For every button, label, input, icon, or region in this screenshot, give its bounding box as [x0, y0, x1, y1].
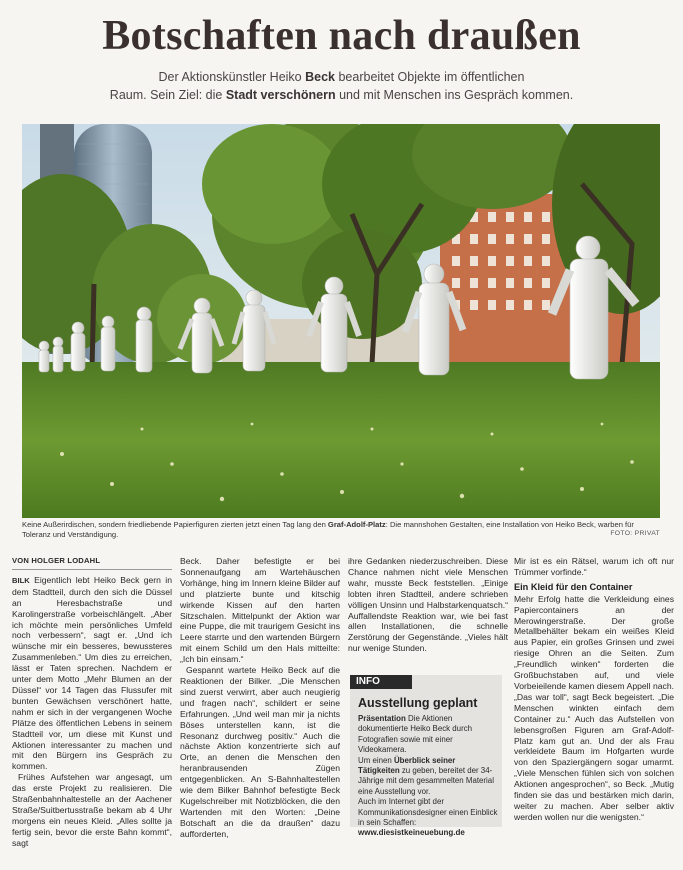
- col4-paragraph-2: Mehr Erfolg hatte die Verkleidung eines Papiercontainers an der Merowingerstraße. Der große Metallbehälter bekam ein weißes Kleid aus Papier, ein großes Grinsen und zwei riesige Ohren an die Seiten. Zum „Freundlich winken“ forderten die Großbuchstaben auf, und viele Vorbeieilende kamen diesem Appell nach. „Das war toll“, sagt Beck begeistert. „Die Menschen winkten einfach dem Container zu.“ Auch das Aufstellen von lebensgroßen Figuren am Graf-Adolf-Platz kam gut an. Und der als Frau verkleidete Baum im Hofgarten wurde von den Spaziergängern sogar umarmt. „Viele Menschen fühlen sich von solchen Aktionen angesprochen“, so Beck. „Mutig finden sie das und bestärken mich darin, weiter zu machen. Aber selber aktiv werden wollen nur die wenigsten.“: [514, 593, 674, 822]
- article-column-1: [12, 556, 172, 849]
- col4-paragraph-1: Mir ist es ein Rätsel, warum ich oft nur Trümmer vorfinde.“: [514, 556, 674, 577]
- caption-text-2: : Die mannshohen Gestalten, eine Installation von Heiko Beck, warben für Toleranz und Verständigung.: [22, 520, 634, 539]
- info-text: [358, 714, 498, 839]
- info-box: [350, 675, 502, 838]
- info-line-2: [358, 756, 498, 798]
- subhead-text-2: bearbeitet Objekte im öffentlichen: [335, 70, 525, 84]
- info-tag: INFO: [350, 675, 412, 689]
- col2-paragraph-2: Gespannt wartete Heiko Beck auf die Reaktionen der Bilker. „Die Menschen sind zuerst verwirrt, aber auch neugierig und fragen nach“, schildert er seine Erfahrungen. „Und weil man mir ja nichts Böses unterstellen kann, ist die Resonanz durchweg positiv.“ Auch die nächste Aktion konzentrierte sich auf Orte, an denen die Menschen den heranbrausenden Zügen entgegenblicken. An S-Bahnhaltestellen wie dem Bilker Bahnhof befestigte Beck Kugelschreiber mit Notizblöcken, die den Wartenden mit den Worten: „Deine Botschaft an die da draußen“ dazu aufforderten,: [180, 665, 340, 839]
- info-line-2-bold: Überblick seiner Tätigkeiten: [358, 755, 456, 776]
- info-line-1-text: Die Aktionen dokumentierte Heiko Beck durch Fotografien sowie mit einer Videokamera.: [358, 714, 473, 755]
- subheadline: [90, 68, 593, 104]
- subhead-bold-1: Beck: [305, 70, 335, 84]
- col1-p1-text: Eigentlich lebt Heiko Beck gern in dem Stadtteil, durch den sich die Düssel an Heresbachstraße und Karolingerstraße vorbeischlängelt. „Aber ich möchte mein persönliches Umfeld noch verbessern“, sagt er. „Und ich wünsche mir ein besseres, bewussteres Zusammenleben.“ Um dies zu erreichen, lässt er Taten sprechen. Nachdem er unter dem Motto „Mehr Blumen an der Düssel“ vor 14 Tagen das Flussufer mit bunten Gewächsen verschönert hatte, nahm er sich in der vergangenen Woche Plätze des öffentlichen Lebens in seinem Stadtteil vor, um diese mit Kunst und Aktionen interessanter zu machen und mit den Bürgern ins Gespräch zu kommen.: [12, 574, 172, 772]
- article-column-3: [348, 556, 508, 654]
- article-column-4: [514, 556, 674, 823]
- meadow: [22, 362, 660, 518]
- caption-place: Graf-Adolf-Platz: [327, 520, 386, 529]
- photo-credit: FOTO: PRIVAT: [610, 530, 660, 537]
- col1-paragraph-1: [12, 575, 172, 772]
- dateline: BILK: [12, 575, 30, 585]
- info-line-1-bold: Präsentation: [358, 714, 406, 723]
- caption-text-1: Keine Außerirdischen, sondern friedliebende Papierfiguren zierten jetzt einen Tag lang den: [22, 520, 328, 529]
- photo-caption: [22, 520, 660, 540]
- subhead-bold-2: Stadt verschönern: [225, 88, 336, 102]
- col4-subheading: Ein Kleid für den Container: [514, 581, 633, 592]
- photo-illustration: [22, 124, 660, 518]
- col1-paragraph-2: Frühes Aufstehen war angesagt, um das erste Projekt zu realisieren. Die Straßenbahnhaltestelle an der Aachener Straße/Suitbertusstraße bekam ab 4 Uhr morgens ein neues Kleid. „Alles sollte ja fertig sein, bevor die erste Bahn kommt“, sagt: [12, 772, 172, 848]
- info-line-3: Auch im Internet gibt der Kommunikationsdesigner einen Einblick in sein Schaffen:: [358, 797, 498, 828]
- subhead-text-4: und mit Menschen ins Gespräch kommen.: [335, 88, 574, 102]
- info-line-2a: Um einen: [358, 755, 394, 765]
- info-website-link[interactable]: www.diesistkeineuebung.de: [358, 828, 465, 838]
- park-installation-photo: [22, 124, 660, 518]
- article-column-2: [180, 556, 340, 840]
- col2-paragraph-1: Beck. Daher befestigte er bei Sonnenaufgang am Wartehäuschen Vorhänge, hing im Innern kleine Bilder auf und platzierte bunte und kitschig wirkende Kissen auf den harten Sitzschalen. Mittelpunkt der Aktion war eine Puppe, die mit traurigem Gesicht ins Leere starrte und den wartenden Bürgern mit einem Schild um den Hals mitteilte: „Ich bin einsam.“: [180, 556, 340, 665]
- col3-paragraph-1: ihre Gedanken niederzuschreiben. Diese Chance nahmen nicht viele Menschen wahr, musste Beck feststellen. „Einige lobten ihren Stadtteil, andere schrieben völligen Unsinn und Halbstarkenquatsch.“ Auffallendste Reaktion war, wie bei fast allen Installationen, die schnelle Zerstörung der Gegenstände. „Vieles hält nur wenige Stunden.: [348, 556, 508, 654]
- info-line-2c: zu geben, bereitet der 34-Jährige mit dem gesammelten Material eine Ausstellung vor.: [358, 766, 494, 796]
- info-title: Ausstellung geplant: [358, 696, 478, 710]
- author-byline: VON HOLGER LODAHL: [12, 556, 172, 570]
- subhead-text-3: Raum. Sein Ziel: die: [109, 88, 226, 102]
- info-line-1: [358, 714, 498, 756]
- subhead-text-1: Der Aktionskünstler Heiko: [158, 70, 306, 84]
- headline: Botschaften nach draußen: [102, 13, 581, 59]
